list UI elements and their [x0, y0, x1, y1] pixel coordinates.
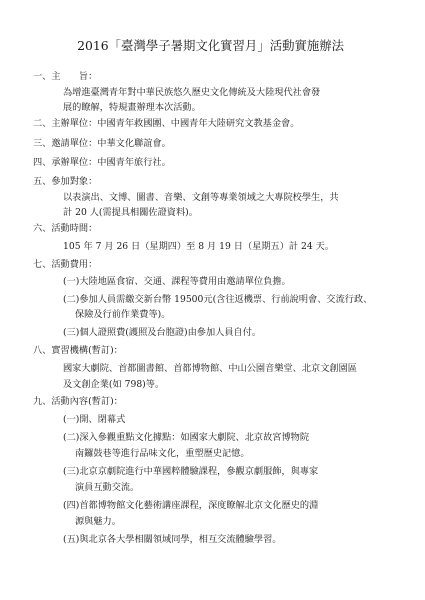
section-7-item: (二)參加人員需繳交新台幣 19500元(含往返機票、行前說明會、交流行政、: [63, 294, 373, 305]
section-2-organizer: 二、主辦單位：中國青年救國團、中國青年大陸研究文教基金會。: [33, 118, 300, 129]
section-1-text-line: 展的瞭解，特規畫辦理本次活動。: [63, 102, 201, 113]
section-3-inviter: 三、邀請單位：中華文化聯誼會。: [33, 138, 171, 149]
section-9-item: (一)開、閉幕式: [63, 414, 126, 425]
section-9-item: (二)深入參觀重點文化據點：如國家大劇院、北京故宮博物院: [63, 432, 310, 443]
section-4-executor: 四、承辦單位：中國青年旅行社。: [33, 157, 171, 168]
section-5-text-line: 計 20 人(需提具相關佐證資料)。: [63, 207, 198, 218]
document-title: 2016「臺灣學子暑期文化實習月」活動實施辦法: [77, 38, 345, 53]
section-1-heading: 一、主 旨：: [33, 71, 98, 82]
section-7-item: (三)個人證照費(護照及台胞證)由參加人員自付。: [63, 327, 262, 338]
section-7-heading: 七、活動費用：: [33, 259, 98, 270]
section-5-text-line: 以表演出、文博、圖書、音樂、文創等專業領域之大專院校學生，共: [63, 192, 339, 203]
section-7-item-continued: 保險及行前作業費等)。: [75, 309, 171, 320]
section-9-heading: 九、活動內容(暫訂)：: [33, 396, 123, 407]
section-6-text-line: 105 年 7 月 26 日（星期四）至 8 月 19 日（星期五）計 24 天。: [63, 241, 334, 252]
section-8-text-line: 及文創企業(如 798)等。: [63, 379, 165, 390]
section-7-item: (一)大陸地區食宿、交通、課程等費用由邀請單位負擔。: [63, 276, 291, 287]
section-9-item-continued: 源與魅力。: [75, 516, 121, 527]
section-9-item: (三)北京京劇院進行中華國粹體驗課程，參觀京劇服飾，與專家: [63, 466, 319, 477]
section-9-item: (四)首都博物館文化藝術講座課程，深度瞭解北京文化歷史的淵: [63, 500, 319, 511]
section-9-item-continued: 演員互動交流。: [75, 482, 140, 493]
section-5-heading: 五、參加對象：: [33, 176, 98, 187]
section-8-text-line: 國家大劇院、首都圖書館、首都博物館、中山公園音樂堂、北京文創園區: [63, 363, 357, 374]
section-8-heading: 八、實習機構(暫訂)：: [33, 345, 123, 356]
section-6-heading: 六、活動時間：: [33, 223, 98, 234]
section-9-item-continued: 南鑼鼓巷等進行品味文化，重塑歷史記憶。: [75, 448, 250, 459]
section-9-item: (五)與北京各大學相關領域同學，相互交流體驗學習。: [63, 534, 282, 545]
section-1-text-line: 為增進臺灣青年對中華民族悠久歷史文化傳統及大陸現代社會發: [63, 87, 321, 98]
